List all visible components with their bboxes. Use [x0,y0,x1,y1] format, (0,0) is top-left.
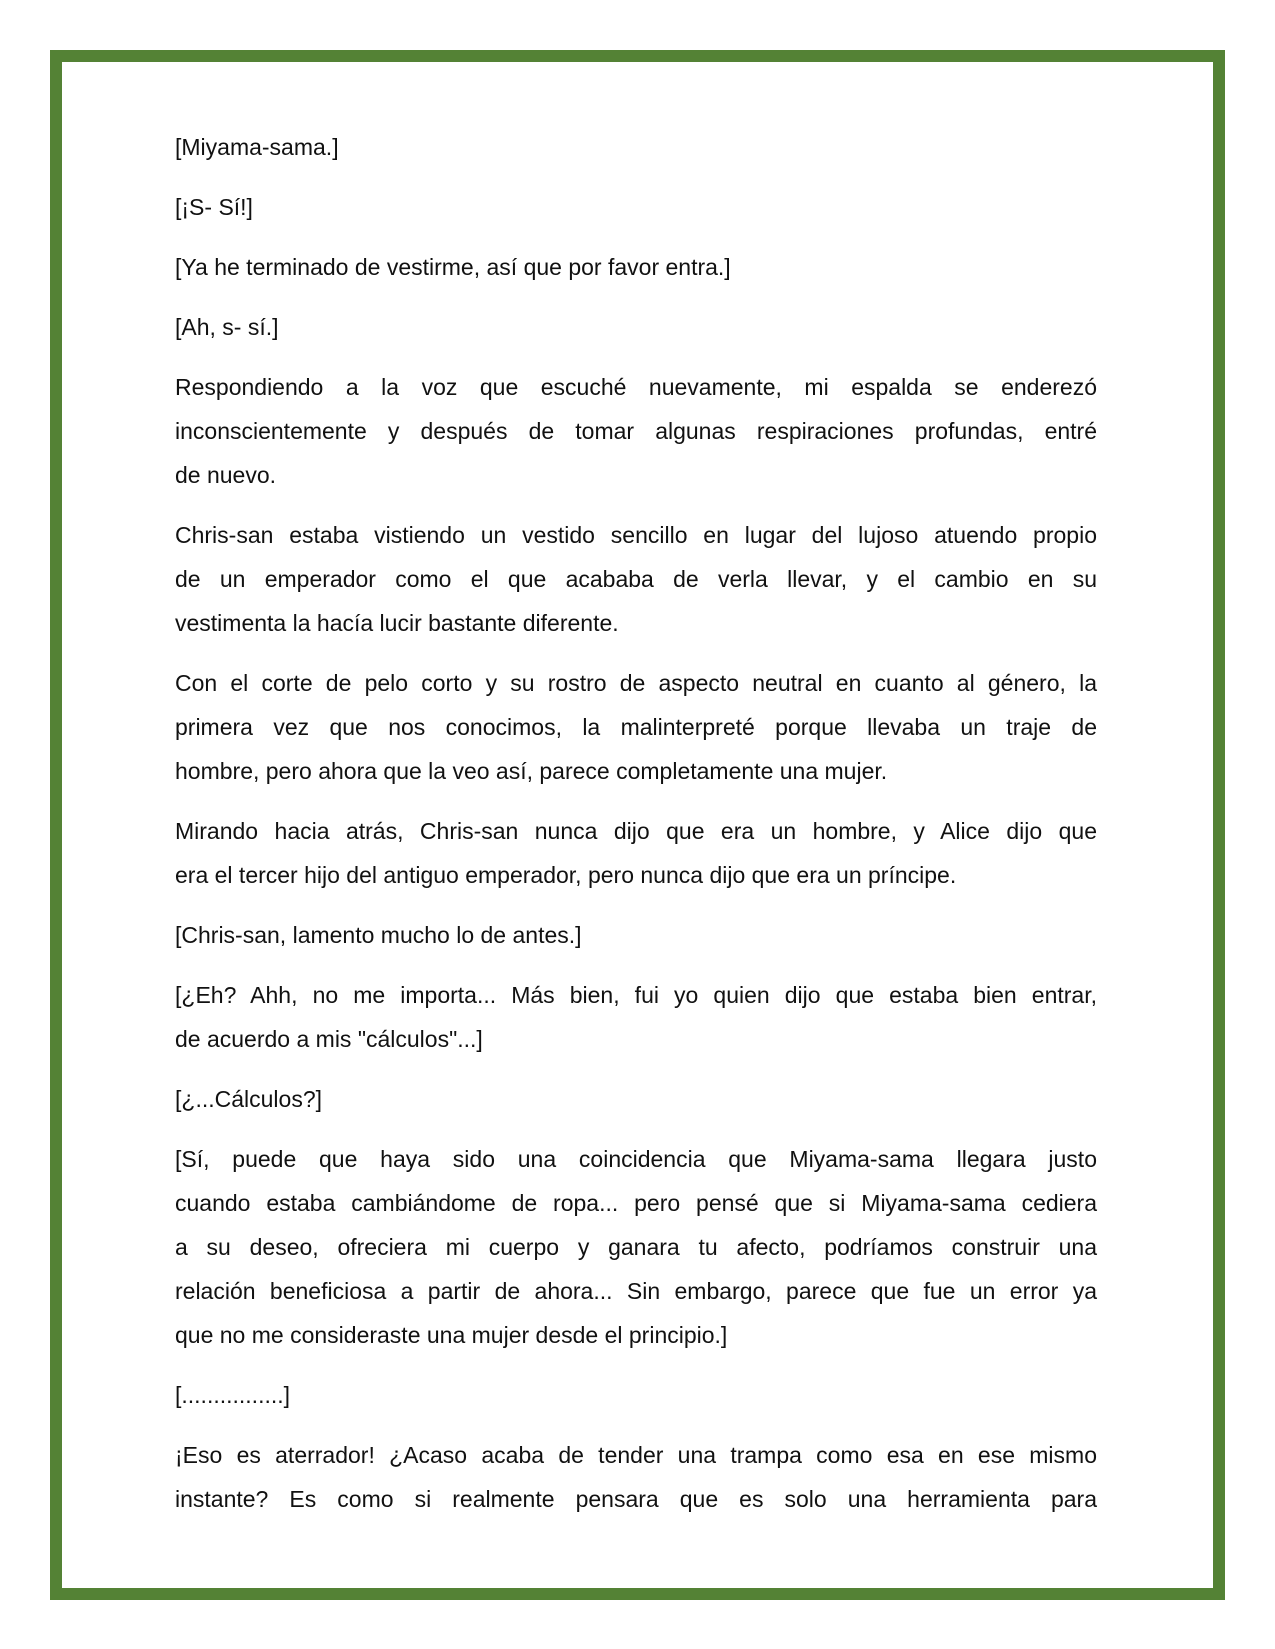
narration-paragraph [175,661,1097,793]
text-line: vestimenta la hacía lucir bastante diferente. [175,610,619,636]
dialogue-paragraph [175,245,1097,289]
text-line: de un emperador como el que acababa de verla llevar, y el cambio en su [175,566,1097,592]
dialogue-paragraph [175,1077,1097,1121]
text-line: [Chris-san, lamento mucho lo de antes.] [175,922,582,948]
text-line: relación beneficiosa a partir de ahora... Sin embargo, parece que fue un error ya [175,1278,1097,1304]
text-line: de acuerdo a mis "cálculos"...] [175,1026,483,1052]
text-line: Respondiendo a la voz que escuché nuevamente, mi espalda se enderezó [175,374,1097,400]
dialogue-paragraph [175,125,1097,169]
text-line: primera vez que nos conocimos, la malinterpreté porque llevaba un traje de [175,714,1097,740]
text-line: [Sí, puede que haya sido una coincidencia que Miyama-sama llegara justo [175,1146,1097,1172]
text-line: que no me consideraste una mujer desde el principio.] [175,1322,728,1348]
narration-paragraph [175,809,1097,897]
text-line: [................] [175,1382,291,1408]
text-line: a su deseo, ofreciera mi cuerpo y ganara tu afecto, podríamos construir una [175,1234,1097,1260]
text-line: inconscientemente y después de tomar algunas respiraciones profundas, entré [175,418,1097,444]
dialogue-paragraph [175,185,1097,229]
text-line: era el tercer hijo del antiguo emperador, pero nunca dijo que era un príncipe. [175,862,957,888]
narration-paragraph [175,365,1097,497]
text-line: hombre, pero ahora que la veo así, parece completamente una mujer. [175,758,888,784]
text-line: cuando estaba cambiándome de ropa... pero pensé que si Miyama-sama cediera [175,1190,1097,1216]
text-line: instante? Es como si realmente pensara que es solo una herramienta para [175,1486,1097,1512]
text-line: [Miyama-sama.] [175,134,339,160]
text-line: [Ya he terminado de vestirme, así que por favor entra.] [175,254,731,280]
dialogue-paragraph [175,913,1097,957]
text-line: [¿...Cálculos?] [175,1086,322,1112]
dialogue-paragraph [175,305,1097,349]
dialogue-paragraph [175,973,1097,1061]
dialogue-paragraph [175,1137,1097,1357]
narration-paragraph [175,1433,1097,1521]
text-line: Con el corte de pelo corto y su rostro de aspecto neutral en cuanto al género, la [175,670,1097,696]
text-line: de nuevo. [175,462,277,488]
narration-paragraph [175,513,1097,645]
text-line: Mirando hacia atrás, Chris-san nunca dijo que era un hombre, y Alice dijo que [175,818,1097,844]
text-line: [Ah, s- sí.] [175,314,279,340]
text-line: [¿Eh? Ahh, no me importa... Más bien, fui yo quien dijo que estaba bien entrar, [175,982,1097,1008]
text-line: ¡Eso es aterrador! ¿Acaso acaba de tender una trampa como esa en ese mismo [175,1442,1097,1468]
dialogue-paragraph [175,1373,1097,1417]
document-body [175,125,1097,1537]
text-line: [¡S- Sí!] [175,194,253,220]
text-line: Chris-san estaba vistiendo un vestido sencillo en lugar del lujoso atuendo propio [175,522,1097,548]
